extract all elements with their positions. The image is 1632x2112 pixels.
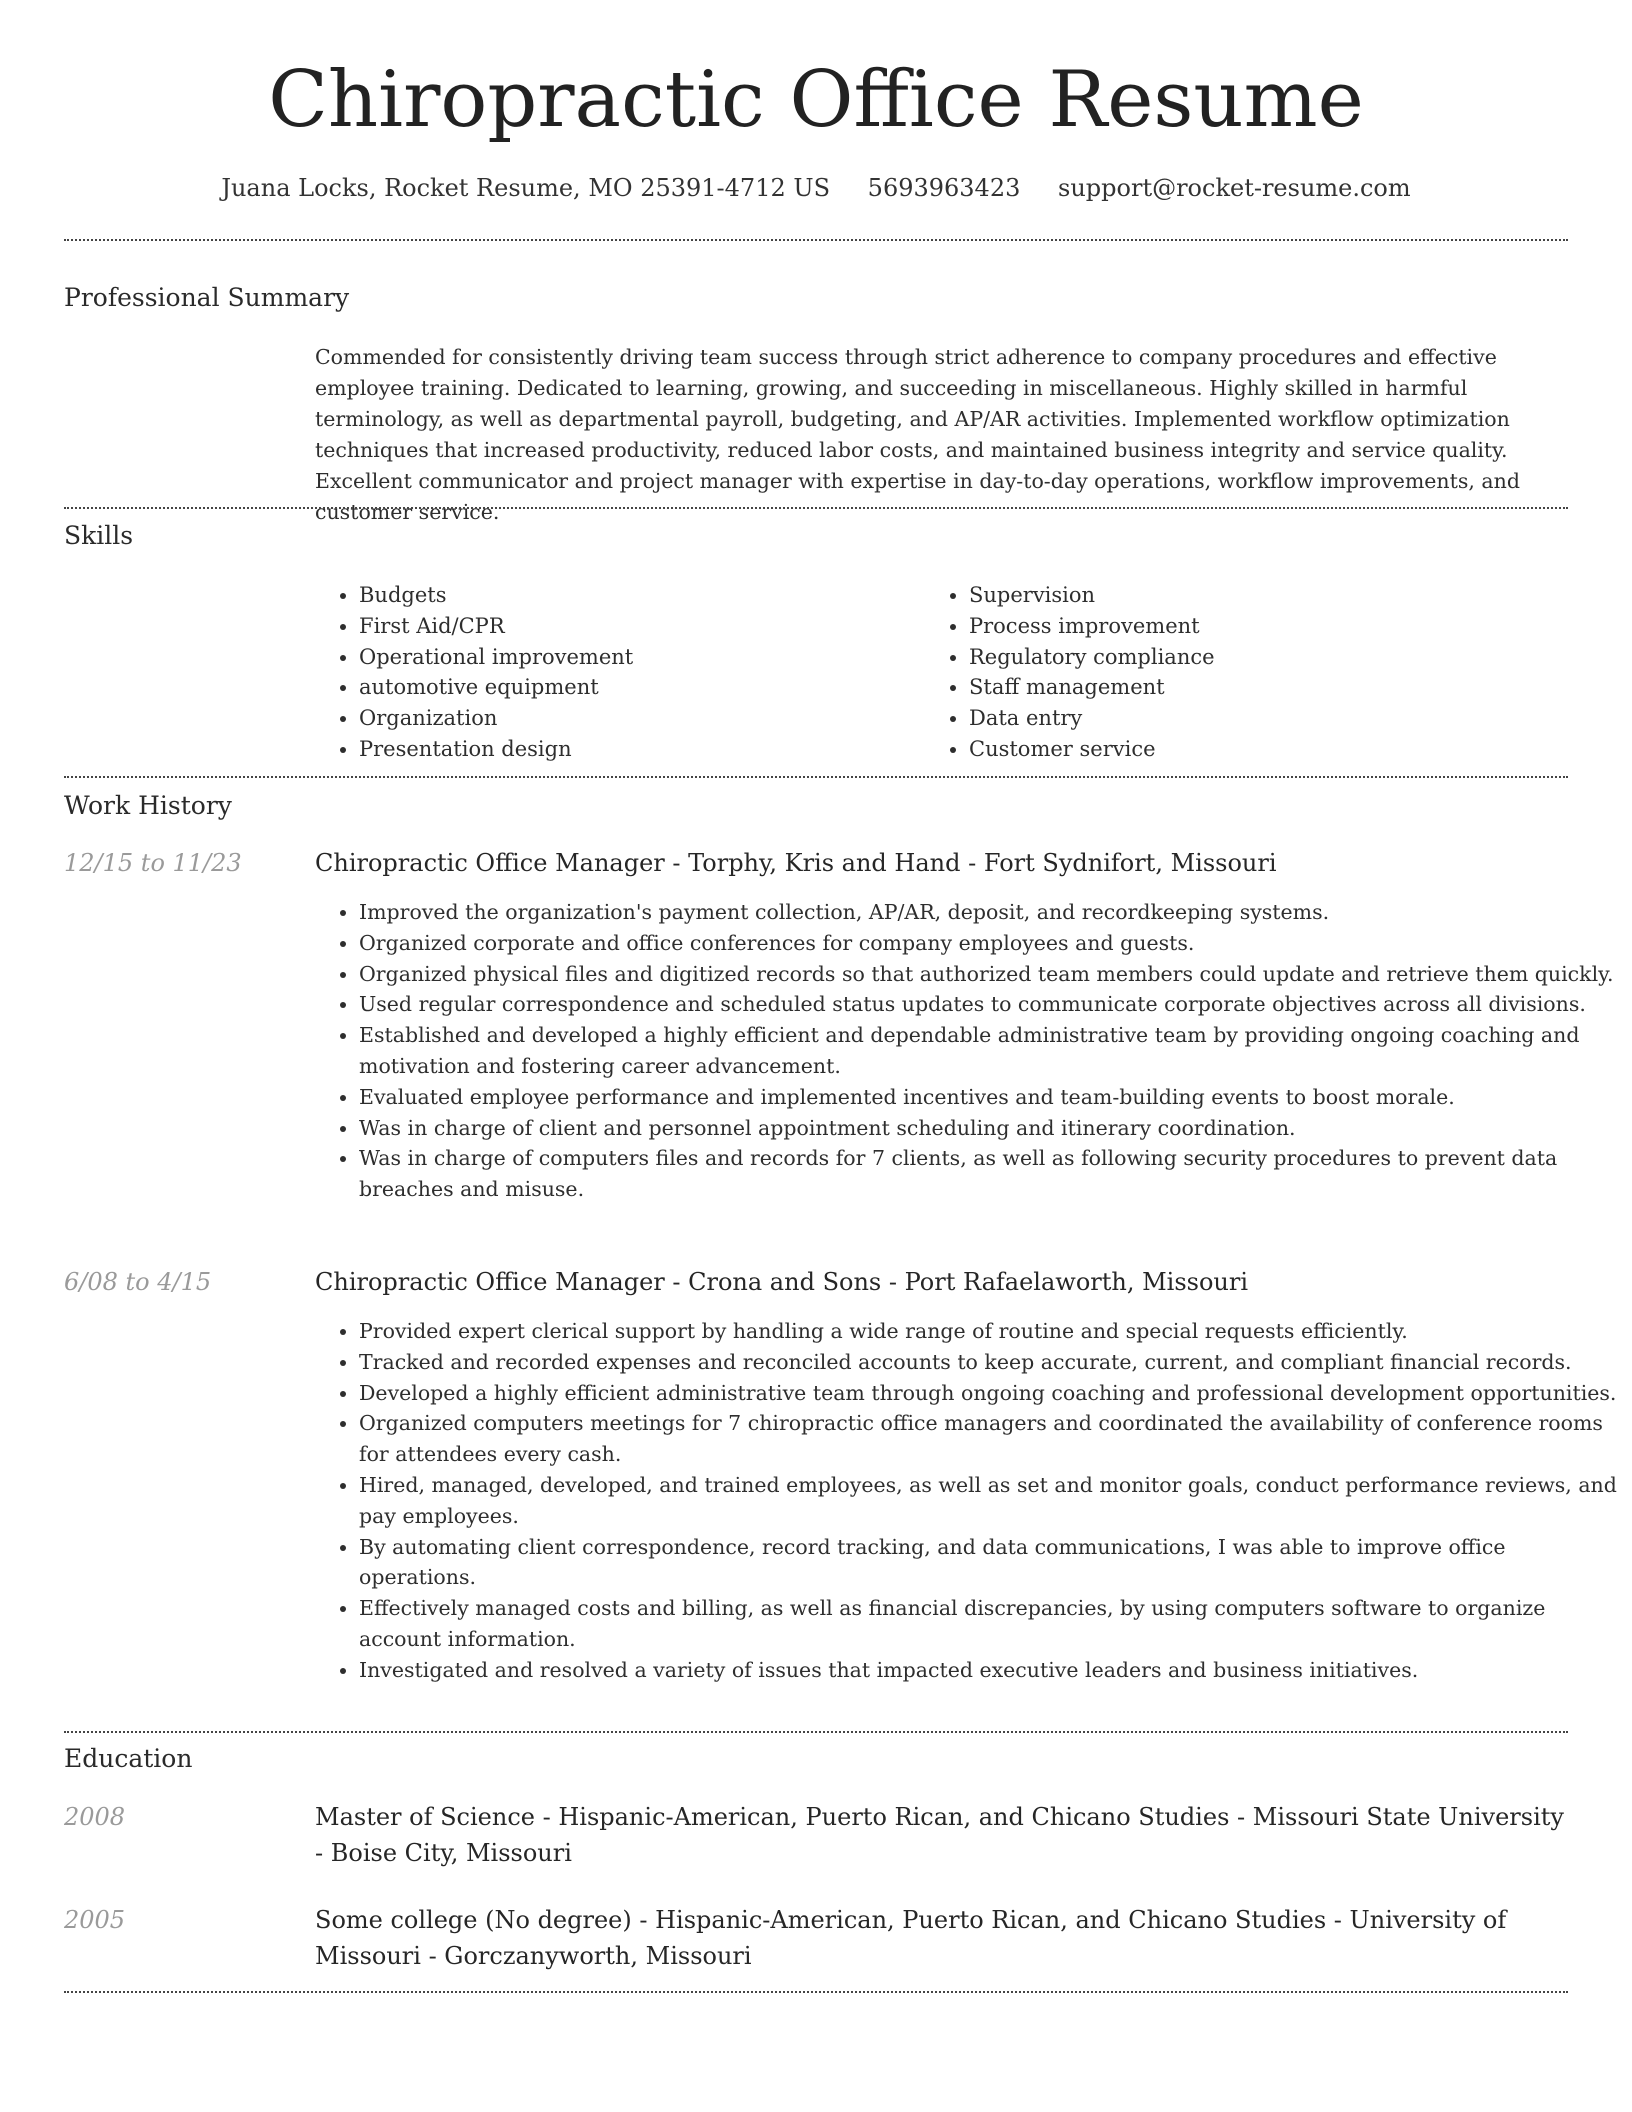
job-bullet: • Tracked and recorded expenses and reconciled accounts to keep accurate, current, and compliant financial records. [359,1347,1617,1378]
skills-list-left [315,580,919,765]
skill-item: • Regulatory compliance [969,642,1569,673]
section-divider [64,239,1568,241]
section-divider [64,1731,1568,1733]
job-bullets [315,1316,1617,1686]
skill-item: • Supervision [969,580,1569,611]
contact-email: support@rocket-resume.com [1058,174,1411,202]
skill-item: • Budgets [359,580,919,611]
skill-item: • Staff management [969,672,1569,703]
job-title: Chiropractic Office Manager - Crona and Sons - Port Rafaelaworth, Missouri [315,1268,1249,1296]
section-divider [64,776,1568,778]
job-bullet: • Was in charge of computers files and records for 7 clients, as well as following security procedures to prevent data breaches and misuse. [359,1143,1617,1205]
job-dates: 12/15 to 11/23 [64,849,242,877]
job-bullet: • Organized physical files and digitized records so that authorized team members could update and retrieve them quickly. [359,959,1617,990]
skill-item: • automotive equipment [359,672,919,703]
job-bullet: • Improved the organization's payment collection, AP/AR, deposit, and recordkeeping systems. [359,897,1617,928]
education-title: Master of Science - Hispanic-American, Puerto Rican, and Chicano Studies - Missouri State University - Boise City, Missouri [315,1803,1564,1867]
education-year: 2008 [64,1803,126,1831]
job-bullet: • By automating client correspondence, record tracking, and data communications, I was able to improve office operations. [359,1532,1617,1594]
skill-item: • Data entry [969,703,1569,734]
job-bullets [315,897,1617,1205]
work-heading: Work History [64,791,232,820]
job-bullet: • Was in charge of client and personnel appointment scheduling and itinerary coordination. [359,1113,1617,1144]
page-title: Chiropractic Office Resume [268,55,1364,145]
education-title: Some college (No degree) - Hispanic-American, Puerto Rican, and Chicano Studies - University of Missouri - Gorczanyworth, Missouri [315,1906,1507,1970]
job-bullet: • Effectively managed costs and billing, as well as financial discrepancies, by using computers software to organize account information. [359,1593,1617,1655]
contact-phone: 5693963423 [867,174,1021,202]
job-dates: 6/08 to 4/15 [64,1268,212,1296]
skills-heading: Skills [64,521,134,550]
job-bullet: • Organized computers meetings for 7 chiropractic office managers and coordinated the availability of conference rooms for attendees every cash. [359,1408,1617,1470]
job-bullet: • Organized corporate and office conferences for company employees and guests. [359,928,1617,959]
job-bullet: • Provided expert clerical support by handling a wide range of routine and special requests efficiently. [359,1316,1617,1347]
skill-item: • Operational improvement [359,642,919,673]
job-bullet: • Investigated and resolved a variety of issues that impacted executive leaders and business initiatives. [359,1655,1617,1686]
skill-item: • Organization [359,703,919,734]
job-bullet: • Established and developed a highly efficient and dependable administrative team by providing ongoing coaching and motivation and fostering career advancement. [359,1020,1617,1082]
section-divider [64,1991,1568,1993]
skills-list-right [925,580,1569,765]
section-divider [64,507,1568,509]
summary-text: Commended for consistently driving team success through strict adherence to company procedures and effective employee training. Dedicated to learning, growing, and succeeding in miscellaneous. Highly skilled in harmful terminology, as well as departmental payroll, budgeting, and AP/AR activities. Implemented workflow optimization techniques that increased productivity, reduced labor costs, and maintained business integrity and service quality. Excellent communicator and project manager with expertise in day-to-day operations, workflow improvements, and customer service. [315,345,1520,524]
contact-line [0,170,1632,206]
job-title: Chiropractic Office Manager - Torphy, Kris and Hand - Fort Sydnifort, Missouri [315,849,1277,877]
skill-item: • Process improvement [969,611,1569,642]
job-bullet: • Developed a highly efficient administrative team through ongoing coaching and professional development opportunities. [359,1378,1617,1409]
job-bullet: • Used regular correspondence and scheduled status updates to communicate corporate objectives across all divisions. [359,989,1617,1020]
job-bullet: • Hired, managed, developed, and trained employees, as well as set and monitor goals, conduct performance reviews, and pay employees. [359,1470,1617,1532]
job-bullet: • Evaluated employee performance and implemented incentives and team-building events to boost morale. [359,1082,1617,1113]
summary-heading: Professional Summary [64,283,350,312]
skill-item: • Customer service [969,734,1569,765]
skill-item: • First Aid/CPR [359,611,919,642]
education-heading: Education [64,1744,193,1773]
contact-address: Juana Locks, Rocket Resume, MO 25391-4712 US [221,174,831,202]
skill-item: • Presentation design [359,734,919,765]
education-year: 2005 [64,1906,126,1934]
